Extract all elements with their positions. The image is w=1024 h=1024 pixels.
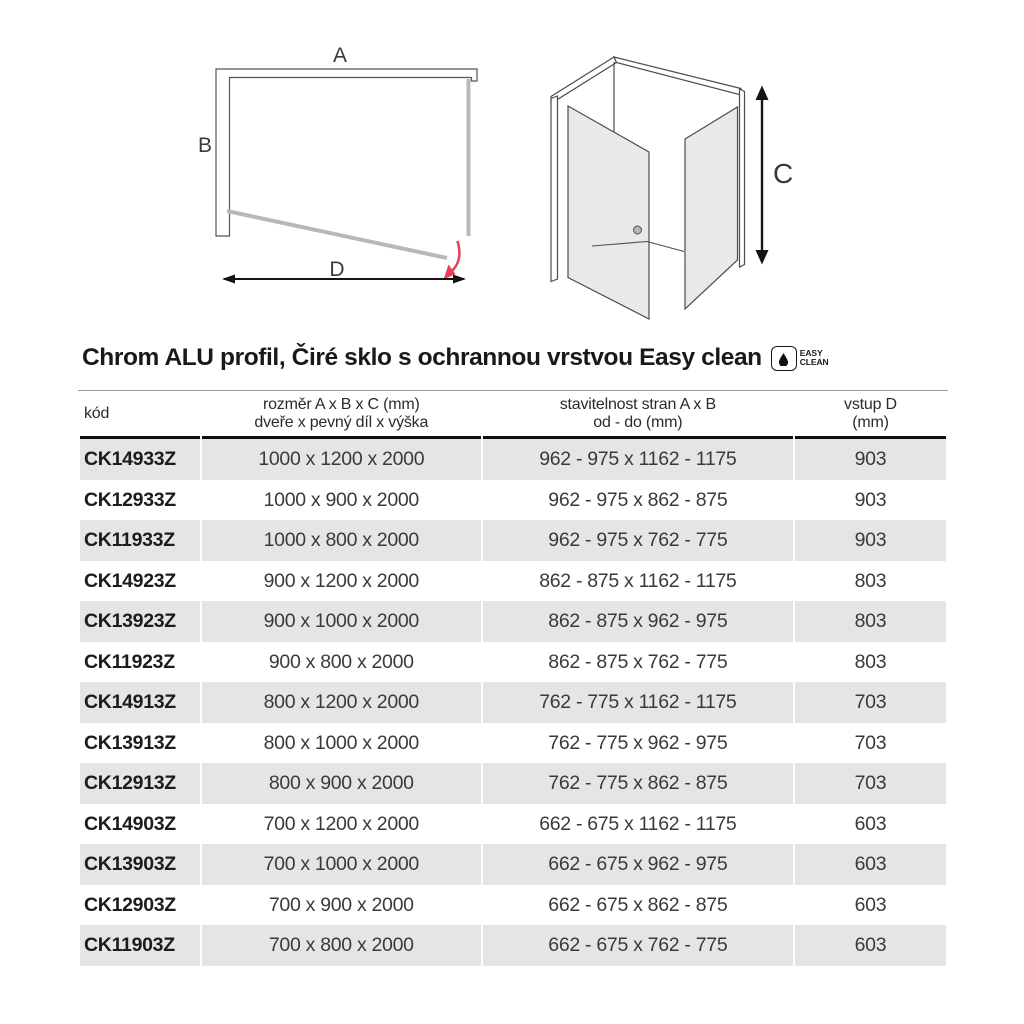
dim-label-c: C bbox=[773, 158, 794, 189]
cell-kod: CK14913Z bbox=[80, 682, 200, 723]
table-row bbox=[80, 480, 946, 521]
col-header-kod bbox=[80, 391, 200, 439]
door-panel bbox=[568, 106, 649, 319]
col-header-rozmer-line2: dveře x pevný díl x výška bbox=[254, 414, 429, 432]
title-row bbox=[82, 344, 829, 372]
table-header-row bbox=[80, 391, 946, 439]
col-header-vstup-line1: vstup D bbox=[844, 396, 897, 413]
cell-kod: CK14923Z bbox=[80, 561, 200, 602]
cell-kod: CK11933Z bbox=[80, 520, 200, 561]
col-header-rozmer bbox=[202, 391, 481, 439]
col-header-rozmer-line1: rozměr A x B x C (mm) bbox=[262, 396, 420, 413]
wall-frame bbox=[216, 69, 477, 236]
cell-vstup: 803 bbox=[795, 642, 946, 683]
cell-rozmer: 700 x 1200 x 2000 bbox=[202, 804, 481, 845]
cell-vstup: 803 bbox=[795, 561, 946, 602]
cell-kod: CK14933Z bbox=[80, 439, 200, 480]
arrowhead-left bbox=[222, 275, 235, 284]
table-row bbox=[80, 561, 946, 602]
cell-stavitelnost: 962 - 975 x 762 - 775 bbox=[483, 520, 793, 561]
cell-rozmer: 1000 x 900 x 2000 bbox=[202, 480, 481, 521]
cell-kod: CK14903Z bbox=[80, 804, 200, 845]
frame-right-profile bbox=[740, 89, 745, 267]
cell-kod: CK12903Z bbox=[80, 885, 200, 926]
perspective-view-diagram bbox=[535, 42, 800, 337]
col-header-vstup-line2: (mm) bbox=[852, 414, 889, 432]
cell-stavitelnost: 862 - 875 x 762 - 775 bbox=[483, 642, 793, 683]
table-row bbox=[80, 723, 946, 764]
cell-rozmer: 800 x 1200 x 2000 bbox=[202, 682, 481, 723]
cell-rozmer: 800 x 900 x 2000 bbox=[202, 763, 481, 804]
arrowhead-right bbox=[453, 275, 466, 284]
cell-vstup: 703 bbox=[795, 763, 946, 804]
arrowhead-bottom bbox=[756, 250, 769, 265]
cell-kod: CK13913Z bbox=[80, 723, 200, 764]
cell-kod: CK12913Z bbox=[80, 763, 200, 804]
cell-stavitelnost: 662 - 675 x 862 - 875 bbox=[483, 885, 793, 926]
col-header-stavitelnost bbox=[483, 391, 793, 439]
table-row bbox=[80, 439, 946, 480]
cell-vstup: 903 bbox=[795, 439, 946, 480]
cell-stavitelnost: 862 - 875 x 962 - 975 bbox=[483, 601, 793, 642]
spec-table-wrap bbox=[78, 390, 948, 966]
droplet-icon bbox=[771, 346, 797, 371]
cell-stavitelnost: 662 - 675 x 762 - 775 bbox=[483, 925, 793, 966]
swing-direction-arrow bbox=[450, 241, 459, 273]
cell-kod: CK12933Z bbox=[80, 480, 200, 521]
page-title: Chrom ALU profil, Čiré sklo s ochrannou vrstvou Easy clean bbox=[82, 344, 762, 371]
door-swing-line bbox=[227, 211, 447, 258]
cell-stavitelnost: 762 - 775 x 862 - 875 bbox=[483, 763, 793, 804]
spec-table bbox=[78, 391, 948, 966]
cell-stavitelnost: 962 - 975 x 862 - 875 bbox=[483, 480, 793, 521]
cell-rozmer: 700 x 800 x 2000 bbox=[202, 925, 481, 966]
frame-top-left-bar bbox=[551, 57, 617, 104]
table-row bbox=[80, 601, 946, 642]
cell-stavitelnost: 662 - 675 x 1162 - 1175 bbox=[483, 804, 793, 845]
table-row bbox=[80, 885, 946, 926]
frame-left-profile bbox=[551, 96, 558, 282]
badge-line-2: CLEAN bbox=[799, 357, 829, 367]
cell-stavitelnost: 962 - 975 x 1162 - 1175 bbox=[483, 439, 793, 480]
cell-stavitelnost: 662 - 675 x 962 - 975 bbox=[483, 844, 793, 885]
cell-rozmer: 800 x 1000 x 2000 bbox=[202, 723, 481, 764]
col-header-stavitelnost-line2: od - do (mm) bbox=[593, 414, 683, 432]
badge-line-1: EASY bbox=[799, 347, 823, 358]
cell-rozmer: 900 x 1000 x 2000 bbox=[202, 601, 481, 642]
cell-stavitelnost: 762 - 775 x 1162 - 1175 bbox=[483, 682, 793, 723]
cell-vstup: 903 bbox=[795, 520, 946, 561]
cell-kod: CK11903Z bbox=[80, 925, 200, 966]
col-header-stavitelnost-line1: stavitelnost stran A x B bbox=[559, 396, 716, 413]
cell-rozmer: 900 x 800 x 2000 bbox=[202, 642, 481, 683]
easy-clean-label bbox=[800, 349, 829, 367]
col-header-kod-label: kód bbox=[84, 405, 110, 423]
easy-clean-badge bbox=[771, 346, 829, 371]
cell-vstup: 703 bbox=[795, 723, 946, 764]
cell-stavitelnost: 862 - 875 x 1162 - 1175 bbox=[483, 561, 793, 602]
cell-vstup: 803 bbox=[795, 601, 946, 642]
cell-vstup: 603 bbox=[795, 804, 946, 845]
table-row bbox=[80, 804, 946, 845]
col-header-vstup bbox=[795, 391, 946, 439]
cell-rozmer: 1000 x 800 x 2000 bbox=[202, 520, 481, 561]
cell-rozmer: 1000 x 1200 x 2000 bbox=[202, 439, 481, 480]
cell-vstup: 603 bbox=[795, 844, 946, 885]
spec-table-body bbox=[80, 439, 946, 966]
table-row bbox=[80, 844, 946, 885]
table-row bbox=[80, 763, 946, 804]
dim-label-b: B bbox=[197, 134, 213, 157]
cell-kod: CK13923Z bbox=[80, 601, 200, 642]
table-row bbox=[80, 925, 946, 966]
table-row bbox=[80, 682, 946, 723]
frame-top-right-bar bbox=[614, 57, 741, 95]
cell-kod: CK11923Z bbox=[80, 642, 200, 683]
cell-stavitelnost: 762 - 775 x 962 - 975 bbox=[483, 723, 793, 764]
dim-label-d: D bbox=[329, 258, 345, 281]
door-knob bbox=[634, 226, 642, 234]
cell-vstup: 603 bbox=[795, 925, 946, 966]
table-row bbox=[80, 642, 946, 683]
table-row bbox=[80, 520, 946, 561]
arrowhead-top bbox=[756, 86, 769, 101]
cell-vstup: 703 bbox=[795, 682, 946, 723]
cell-vstup: 903 bbox=[795, 480, 946, 521]
cell-vstup: 603 bbox=[795, 885, 946, 926]
top-view-diagram bbox=[190, 38, 505, 298]
side-panel bbox=[685, 107, 738, 309]
cell-rozmer: 900 x 1200 x 2000 bbox=[202, 561, 481, 602]
cell-rozmer: 700 x 1000 x 2000 bbox=[202, 844, 481, 885]
cell-kod: CK13903Z bbox=[80, 844, 200, 885]
dim-label-a: A bbox=[332, 44, 348, 67]
cell-rozmer: 700 x 900 x 2000 bbox=[202, 885, 481, 926]
